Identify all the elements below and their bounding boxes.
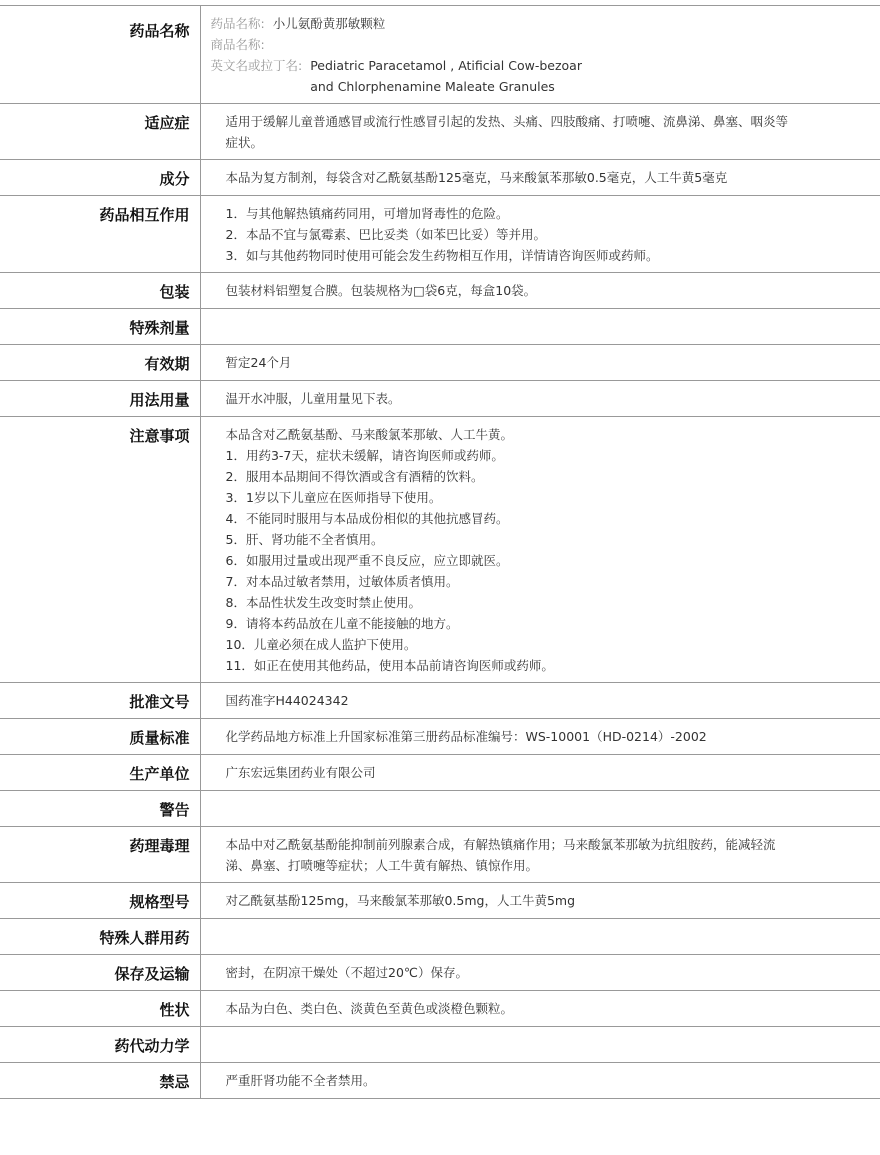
value-indication: 适用于缓解儿童普通感冒或流行性感冒引起的发热、头痛、四肢酸痛、打喷嚏、流鼻涕、鼻塞、咽炎等症状。 xyxy=(200,104,880,160)
row-validity xyxy=(0,345,880,381)
label-precautions: 注意事项 xyxy=(0,417,200,683)
english-name-line-2: and Chlorphenamine Maleate Granules xyxy=(310,79,555,94)
row-drug-name xyxy=(0,6,880,104)
row-specification xyxy=(0,883,880,919)
label-contraindications: 禁忌 xyxy=(0,1063,200,1099)
label-pharmacology: 药理毒理 xyxy=(0,827,200,883)
row-storage xyxy=(0,955,880,991)
value-standard: 化学药品地方标准上升国家标准第三册药品标准编号：WS-10001（HD-0214）-2002 xyxy=(200,719,880,755)
row-approval xyxy=(0,683,880,719)
value-drug-name xyxy=(200,6,880,104)
label-appearance: 性状 xyxy=(0,991,200,1027)
label-interactions: 药品相互作用 xyxy=(0,196,200,273)
value-special-dose xyxy=(200,309,880,345)
interaction-line: 2．本品不宜与氯霉素、巴比妥类（如苯巴比妥）等并用。 xyxy=(225,227,546,242)
precaution-line: 6．如服用过量或出现严重不良反应，应立即就医。 xyxy=(225,553,509,568)
value-package: 包装材料铝塑复合膜。包装规格为□袋6克，每盒10袋。 xyxy=(200,273,880,309)
label-usage: 用法用量 xyxy=(0,381,200,417)
label-indication: 适应症 xyxy=(0,104,200,160)
generic-name-value: 小儿氨酚黄那敏颗粒 xyxy=(272,16,386,31)
row-appearance xyxy=(0,991,880,1027)
value-usage: 温开水冲服，儿童用量见下表。 xyxy=(200,381,880,417)
trade-name-value xyxy=(265,34,273,55)
label-manufacturer: 生产单位 xyxy=(0,755,200,791)
value-precautions xyxy=(200,417,880,683)
value-contraindications: 严重肝肾功能不全者禁用。 xyxy=(200,1063,880,1099)
label-validity: 有效期 xyxy=(0,345,200,381)
english-name-key: 英文名或拉丁名: xyxy=(210,58,303,73)
label-special-dose: 特殊剂量 xyxy=(0,309,200,345)
value-ingredients: 本品为复方制剂，每袋含对乙酰氨基酚125毫克，马来酸氯苯那敏0.5毫克，人工牛黄5毫克 xyxy=(200,160,880,196)
row-warning xyxy=(0,791,880,827)
drug-spec-table xyxy=(0,5,880,1099)
precaution-line: 2．服用本品期间不得饮酒或含有酒精的饮料。 xyxy=(225,469,484,484)
value-appearance: 本品为白色、类白色、淡黄色至黄色或淡橙色颗粒。 xyxy=(200,991,880,1027)
precaution-line: 3．1岁以下儿童应在医师指导下使用。 xyxy=(225,490,442,505)
english-name-value xyxy=(302,55,582,97)
value-interactions xyxy=(200,196,880,273)
precaution-line: 8．本品性状发生改变时禁止使用。 xyxy=(225,595,421,610)
value-approval: 国药准字H44024342 xyxy=(200,683,880,719)
row-pharmacokinetics xyxy=(0,1027,880,1063)
value-warning xyxy=(200,791,880,827)
label-special-groups: 特殊人群用药 xyxy=(0,919,200,955)
interaction-line: 3．如与其他药物同时使用可能会发生药物相互作用，详情请咨询医师或药师。 xyxy=(225,248,659,263)
row-indication xyxy=(0,104,880,160)
precaution-line: 11．如正在使用其他药品，使用本品前请咨询医师或药师。 xyxy=(225,658,554,673)
row-usage xyxy=(0,381,880,417)
label-storage: 保存及运输 xyxy=(0,955,200,991)
row-pharmacology xyxy=(0,827,880,883)
precaution-line: 本品含对乙酰氨基酚、马来酸氯苯那敏、人工牛黄。 xyxy=(225,427,514,442)
label-approval: 批准文号 xyxy=(0,683,200,719)
value-special-groups xyxy=(200,919,880,955)
label-standard: 质量标准 xyxy=(0,719,200,755)
row-contraindications xyxy=(0,1063,880,1099)
row-interactions xyxy=(0,196,880,273)
precaution-line: 7．对本品过敏者禁用，过敏体质者慎用。 xyxy=(225,574,459,589)
generic-name-key: 药品名称: xyxy=(210,16,265,31)
label-drug-name: 药品名称 xyxy=(0,6,200,104)
row-special-dose xyxy=(0,309,880,345)
label-specification: 规格型号 xyxy=(0,883,200,919)
label-pharmacokinetics: 药代动力学 xyxy=(0,1027,200,1063)
value-specification: 对乙酰氨基酚125mg，马来酸氯苯那敏0.5mg，人工牛黄5mg xyxy=(200,883,880,919)
value-pharmacokinetics xyxy=(200,1027,880,1063)
row-special-groups xyxy=(0,919,880,955)
precaution-line: 4．不能同时服用与本品成份相似的其他抗感冒药。 xyxy=(225,511,509,526)
value-validity: 暂定24个月 xyxy=(200,345,880,381)
value-storage: 密封，在阴凉干燥处（不超过20℃）保存。 xyxy=(200,955,880,991)
label-ingredients: 成分 xyxy=(0,160,200,196)
english-name-line-1: Pediatric Paracetamol , Atificial Cow-bezoar xyxy=(310,58,582,73)
precaution-line: 5．肝、肾功能不全者慎用。 xyxy=(225,532,384,547)
precaution-line: 1．用药3-7天，症状未缓解，请咨询医师或药师。 xyxy=(225,448,504,463)
row-precautions xyxy=(0,417,880,683)
value-manufacturer: 广东宏远集团药业有限公司 xyxy=(200,755,880,791)
label-warning: 警告 xyxy=(0,791,200,827)
precaution-line: 10．儿童必须在成人监护下使用。 xyxy=(225,637,417,652)
precaution-line: 9．请将本药品放在儿童不能接触的地方。 xyxy=(225,616,459,631)
trade-name-key: 商品名称: xyxy=(210,37,265,52)
row-ingredients xyxy=(0,160,880,196)
row-standard xyxy=(0,719,880,755)
label-package: 包装 xyxy=(0,273,200,309)
interaction-line: 1．与其他解热镇痛药同用，可增加肾毒性的危险。 xyxy=(225,206,509,221)
row-manufacturer xyxy=(0,755,880,791)
row-package xyxy=(0,273,880,309)
value-pharmacology: 本品中对乙酰氨基酚能抑制前列腺素合成，有解热镇痛作用；马来酸氯苯那敏为抗组胺药，能减轻流涕、鼻塞、打喷嚏等症状；人工牛黄有解热、镇惊作用。 xyxy=(200,827,880,883)
